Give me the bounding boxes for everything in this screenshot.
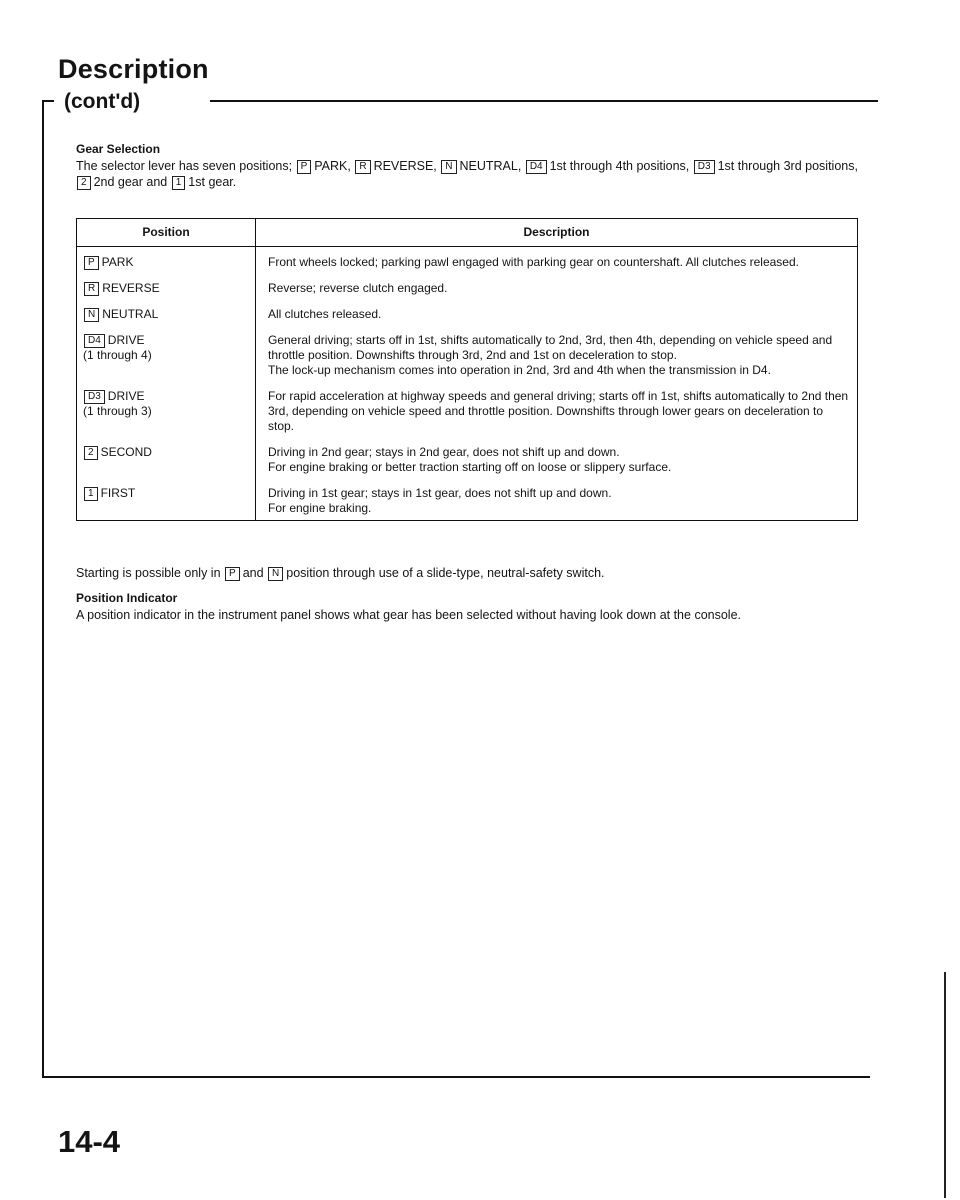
key-d4-icon: D4 [526, 160, 547, 174]
description-line: For engine braking. [268, 501, 372, 515]
table-row [77, 383, 858, 439]
description-line: For rapid acceleration at highway speeds and general driving; starts off in 1st, shifts automatically to 2nd then 3rd, depending on vehicle speed and throttle position. Downshifts through lower gears on deceleration to stop. [268, 389, 849, 433]
position-indicator-section [76, 591, 876, 623]
description-cell [256, 439, 858, 480]
position-indicator-heading: Position Indicator [76, 591, 178, 605]
gear-key-icon: P [84, 256, 99, 270]
position-cell [77, 439, 256, 480]
position-label: PARK [101, 255, 134, 269]
description-line: Reverse; reverse clutch engaged. [268, 281, 448, 295]
description-cell [256, 480, 858, 521]
table-row [77, 247, 858, 276]
position-cell [77, 275, 256, 301]
table-body [77, 247, 858, 521]
key-p-icon: P [297, 160, 312, 174]
page-edge-rule [944, 972, 946, 1198]
position-indicator-text: A position indicator in the instrument panel shows what gear has been selected without having look down at the console. [76, 608, 741, 622]
position-range: (1 through 3) [83, 404, 152, 418]
page-subtitle: (cont'd) [64, 90, 141, 113]
gear-key-icon: D4 [84, 334, 105, 348]
position-cell [77, 247, 256, 276]
key-2-icon: 2 [77, 176, 91, 190]
table-row [77, 327, 858, 383]
text-fragment: 1st gear. [188, 175, 237, 189]
page-title: Description [58, 54, 209, 84]
description-line: The lock-up mechanism comes into operation in 2nd, 3rd and 4th when the transmission in D4. [268, 363, 771, 377]
page-number: 14-4 [58, 1124, 121, 1159]
starting-note [76, 566, 866, 581]
table-row [77, 480, 858, 521]
column-header-position: Position [77, 219, 256, 247]
text-fragment: REVERSE, [373, 159, 437, 173]
gear-selection-text [76, 158, 866, 190]
description-line: Driving in 2nd gear; stays in 2nd gear, does not shift up and down. [268, 445, 620, 459]
text-fragment: 1st through 3rd positions, [717, 159, 858, 173]
description-line: All clutches released. [268, 307, 382, 321]
text-fragment: NEUTRAL, [459, 159, 522, 173]
bottom-rule [42, 1076, 870, 1078]
table-header-row [77, 219, 858, 247]
gear-key-icon: 2 [84, 446, 98, 460]
description-line: Front wheels locked; parking pawl engaged with parking gear on countershaft. All clutches released. [268, 255, 799, 269]
text-fragment: 1st through 4th positions, [549, 159, 690, 173]
key-n-icon: N [441, 160, 456, 174]
description-cell [256, 301, 858, 327]
text-fragment: Starting is possible only in [76, 566, 221, 580]
position-cell [77, 301, 256, 327]
key-d3-icon: D3 [694, 160, 715, 174]
gear-selection-section [76, 142, 866, 190]
position-label: DRIVE [107, 389, 145, 403]
gear-key-icon: N [84, 308, 99, 322]
description-line: For engine braking or better traction starting off on loose or slippery surface. [268, 460, 672, 474]
gear-key-icon: 1 [84, 487, 98, 501]
section-header [42, 90, 878, 118]
description-cell [256, 327, 858, 383]
description-cell [256, 275, 858, 301]
key-n-icon: N [268, 567, 283, 581]
position-cell [77, 327, 256, 383]
position-cell [77, 383, 256, 439]
key-1-icon: 1 [172, 176, 186, 190]
text-fragment: The selector lever has seven positions; [76, 159, 293, 173]
table-row [77, 439, 858, 480]
position-label: REVERSE [102, 281, 160, 295]
description-cell [256, 383, 858, 439]
position-label: DRIVE [107, 333, 145, 347]
text-fragment: 2nd gear and [93, 175, 168, 189]
position-cell [77, 480, 256, 521]
header-rule [210, 100, 878, 102]
position-label: SECOND [100, 445, 152, 459]
gear-position-table [76, 218, 858, 521]
position-label: NEUTRAL [102, 307, 159, 321]
position-range: (1 through 4) [83, 348, 152, 362]
key-p-icon: P [225, 567, 240, 581]
text-fragment: position through use of a slide-type, neutral-safety switch. [286, 566, 605, 580]
description-cell [256, 247, 858, 276]
table-row [77, 275, 858, 301]
text-fragment: PARK, [314, 159, 351, 173]
table-row [77, 301, 858, 327]
text-fragment: and [242, 566, 264, 580]
gear-key-icon: R [84, 282, 99, 296]
position-label: FIRST [100, 486, 136, 500]
column-header-description: Description [256, 219, 858, 247]
left-margin-rule [42, 100, 44, 1077]
description-line: General driving; starts off in 1st, shifts automatically to 2nd, 3rd, then 4th, depending on vehicle speed and throttle position. Downshifts through 3rd, 2nd and 1st on deceleration to stop. [268, 333, 833, 362]
gear-key-icon: D3 [84, 390, 105, 404]
key-r-icon: R [355, 160, 370, 174]
gear-selection-heading: Gear Selection [76, 142, 161, 156]
description-line: Driving in 1st gear; stays in 1st gear, does not shift up and down. [268, 486, 612, 500]
